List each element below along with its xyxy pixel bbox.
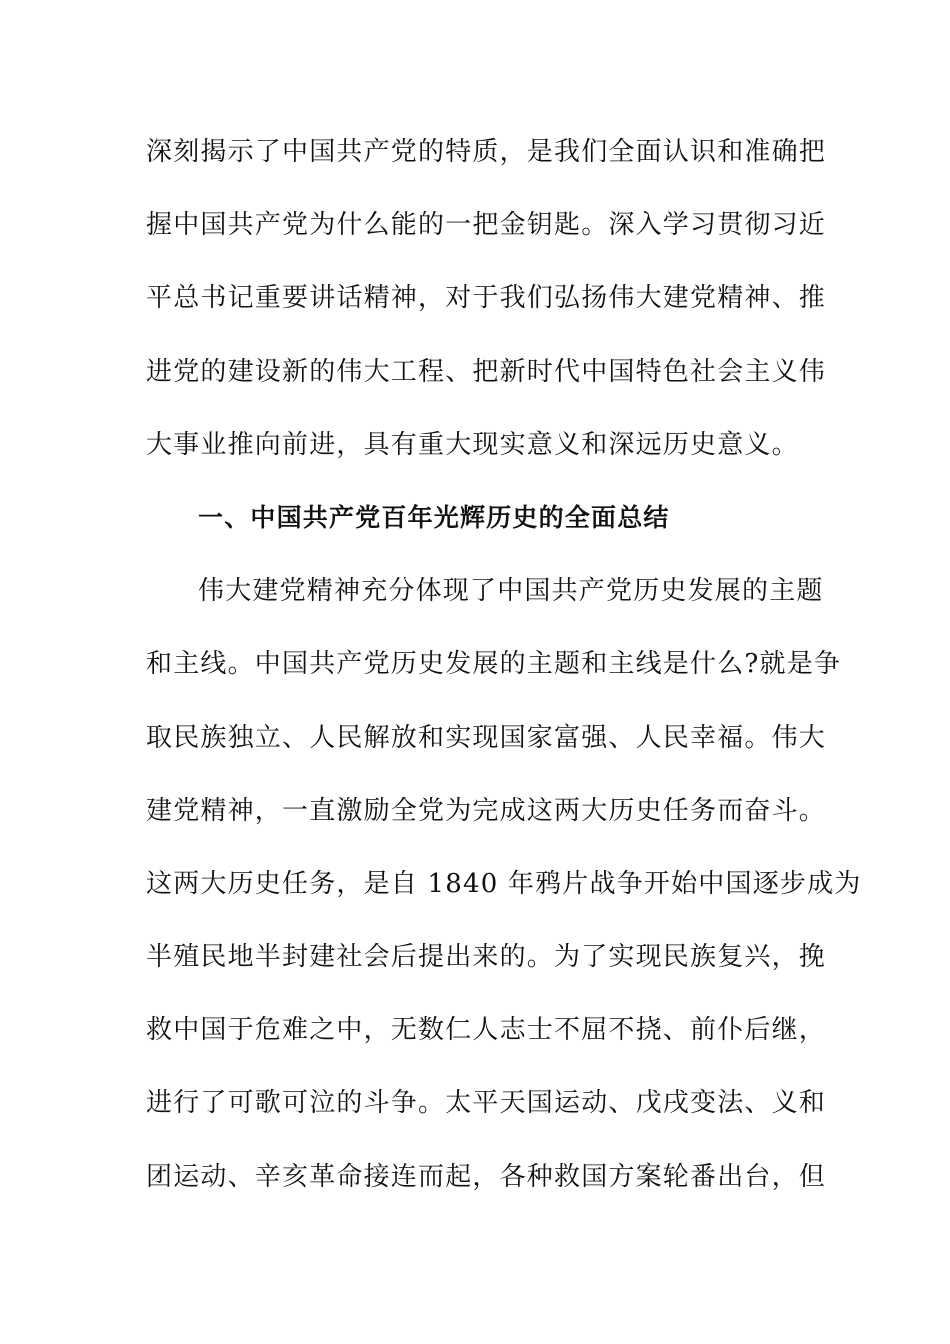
text-line: 大事业推向前进，具有重大现实意义和深远历史意义。 bbox=[146, 429, 799, 460]
text-line: 进党的建设新的伟大工程、把新时代中国特色社会主义伟 bbox=[146, 356, 827, 387]
text-line: 这两大历史任务，是自 1840 年鸦片战争开始中国逐步成为 bbox=[146, 868, 862, 899]
text-line: 伟大建党精神充分体现了中国共产党历史发展的主题 bbox=[198, 576, 824, 607]
paragraph-2 bbox=[146, 561, 862, 1220]
paragraph-1 bbox=[146, 122, 827, 488]
text-line: 进行了可歌可泣的斗争。太平天国运动、戊戌变法、义和 bbox=[146, 1088, 827, 1119]
text-line: 取民族独立、人民解放和实现国家富强、人民幸福。伟大 bbox=[146, 722, 827, 753]
text-line: 团运动、辛亥革命接连而起，各种救国方案轮番出台，但 bbox=[146, 1161, 827, 1192]
section-heading: 一、中国共产党百年光辉历史的全面总结 bbox=[198, 502, 670, 532]
text-line: 救中国于危难之中，无数仁人志士不屈不挠、前仆后继， bbox=[146, 1015, 827, 1046]
text-line: 平总书记重要讲话精神，对于我们弘扬伟大建党精神、推 bbox=[146, 283, 827, 314]
text-line: 深刻揭示了中国共产党的特质，是我们全面认识和准确把 bbox=[146, 137, 827, 167]
text-line: 半殖民地半封建社会后提出来的。为了实现民族复兴，挽 bbox=[146, 942, 827, 973]
text-line: 和主线。中国共产党历史发展的主题和主线是什么?就是争 bbox=[146, 649, 842, 680]
text-line: 建党精神，一直激励全党为完成这两大历史任务而奋斗。 bbox=[146, 795, 827, 826]
document-body bbox=[146, 122, 862, 1220]
text-line: 握中国共产党为什么能的一把金钥匙。深入学习贯彻习近 bbox=[146, 210, 827, 241]
